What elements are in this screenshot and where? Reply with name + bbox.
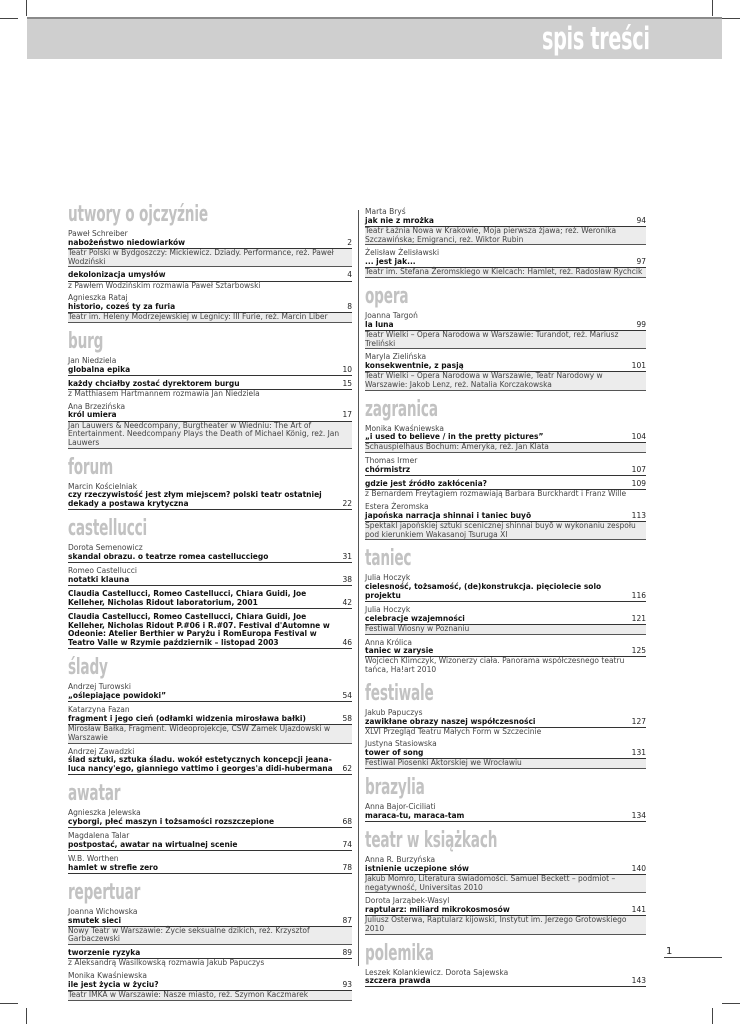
entry-info: Festiwal Wiosny w Poznaniu	[365, 625, 646, 635]
entry-title[interactable]: notatki klauna	[68, 574, 130, 584]
entry-title[interactable]: każdy chciałby zostać dyrektorem burgu	[68, 378, 240, 388]
entry-author: Anna Królica	[365, 637, 412, 647]
entry-info: XLVI Przegląd Teatru Małych Form w Szczecinie	[365, 726, 542, 736]
entry-author: W.B. Worthen	[68, 853, 119, 863]
entry-author: Dorota Jarząbek-Wasyl	[365, 896, 450, 906]
entry-page-number: 87	[342, 915, 352, 925]
entry-page-number: 99	[636, 319, 646, 329]
entry-page-number: 42	[342, 597, 352, 607]
entry-info: Nowy Teatr w Warszawie: Życie seksualne dzikich, reż. Krzysztof Garbaczewski	[68, 927, 352, 945]
entry-page-number: 131	[631, 748, 646, 758]
header-bar	[27, 17, 722, 59]
entry-page-number: 121	[631, 613, 646, 623]
entry-info: Festiwal Piosenki Aktorskiej we Wrocławiu	[365, 759, 646, 769]
entry-author: Jakub Papuczys	[365, 707, 423, 717]
page-number-rule	[664, 957, 722, 958]
crop-mark	[722, 1003, 740, 1004]
section-heading: forum	[68, 454, 114, 480]
page-number: 1	[666, 946, 673, 957]
entry-title[interactable]: chórmistrz	[365, 464, 411, 474]
entry-page-number: 109	[631, 479, 646, 489]
entry-page-number: 68	[342, 816, 352, 826]
entry-title[interactable]: ... jest jak...	[365, 257, 416, 267]
entry-page-number: 89	[342, 948, 352, 958]
entry-page-number: 54	[342, 691, 352, 700]
entry-author: Ana Brzezińska	[68, 401, 126, 411]
entry-title[interactable]: „i used to believe / in the pretty pictures”	[365, 432, 544, 442]
toc-entry[interactable]	[365, 503, 646, 540]
entry-title[interactable]: szczera prawda	[365, 976, 431, 986]
toc-entry[interactable]	[365, 803, 646, 822]
toc-entry[interactable]	[68, 357, 352, 376]
entry-page-number: 101	[631, 360, 646, 370]
entry-title[interactable]: tower of song	[365, 748, 424, 758]
entry-title[interactable]: la luna	[365, 319, 394, 329]
toc-entry[interactable]	[365, 740, 646, 769]
entry-info: Teatr Wielki – Opera Narodowa w Warszawie, Teatr Narodowy w Warszawie: Jakob Lenz, reż. Natalia Korczakowska	[365, 372, 646, 390]
entry-page-number: 78	[342, 862, 352, 872]
entry-page-number: 125	[631, 646, 646, 656]
entry-title[interactable]: zawikłane obrazy naszej współczesności	[365, 716, 536, 726]
entry-title[interactable]: japońska narracja shinnai i taniec buyō	[365, 510, 532, 520]
entry-title[interactable]: celebracje wzajemności	[365, 613, 465, 623]
entry-title[interactable]: istnienie uczepione słów	[365, 863, 469, 873]
entry-title[interactable]: gdzie jest źródło zakłócenia?	[365, 479, 488, 489]
toc-entry[interactable]	[365, 425, 646, 454]
toc-entry[interactable]	[365, 353, 646, 390]
entry-title-row	[365, 466, 646, 476]
entry-author: Julia Hoczyk	[365, 573, 411, 583]
entry-info: Teatr Polski w Bydgoszczy: Mickiewicz. Dziady. Performance, reż. Paweł Wodziński	[68, 249, 352, 267]
entry-author: Jan Niedziela	[68, 355, 117, 365]
entry-title[interactable]: taniec w zarysie	[365, 646, 434, 656]
entry-title-row	[68, 271, 352, 281]
entry-title-row	[68, 613, 352, 649]
entry-title-row	[68, 864, 352, 874]
entry-author: Julia Hoczyk	[365, 604, 411, 614]
entry-info: Wojciech Klimczyk, Wizonerzy ciała. Panorama współczesnego teatru tańca, Ha!art 2010	[365, 656, 625, 675]
toc-entry[interactable]	[68, 832, 352, 851]
toc-entry[interactable]	[68, 613, 352, 649]
entry-page-number: 113	[631, 510, 646, 520]
entry-title-row	[68, 366, 352, 376]
toc-entry[interactable]	[365, 969, 646, 988]
section-heading: taniec	[365, 546, 412, 572]
entry-title-row	[68, 841, 352, 851]
entry-page-number: 4	[347, 270, 352, 280]
entry-title[interactable]: globalna epika	[68, 364, 131, 374]
entry-title[interactable]: maraca-tu, maraca-tam	[365, 810, 465, 820]
entry-title-row	[365, 977, 646, 987]
entry-author: Thomas Irmer	[365, 456, 418, 466]
section-heading: teatr w książkach	[365, 827, 498, 853]
entry-title[interactable]: hamlet w strefie zero	[68, 862, 159, 872]
entry-title-row	[68, 818, 352, 828]
toc-entry[interactable]	[68, 683, 352, 702]
toc-entry[interactable]	[68, 294, 352, 323]
toc-entry[interactable]	[68, 483, 352, 511]
entry-info: Spektakl japońskiej sztuki scenicznej shinnai buyō w wykonaniu zespołu pod kierunkiem Wakasanoj Tsuruga XI	[365, 522, 646, 540]
entry-author: Agnieszka Rataj	[68, 293, 128, 303]
entry-page-number: 116	[631, 590, 646, 600]
entry-title[interactable]: historio, coześ ty za furia	[68, 301, 176, 311]
toc-left-column	[68, 204, 352, 1001]
entry-page-number: 134	[631, 810, 646, 820]
entry-author: Paweł Schreiber	[68, 229, 128, 238]
entry-page-number: 74	[342, 839, 352, 849]
entry-title[interactable]: czy rzeczywistość jest złym miejscem? polski teatr ostatniej dekady a postawa krytyczna	[68, 490, 322, 509]
section-heading: burg	[68, 328, 104, 354]
crop-mark	[712, 1008, 713, 1024]
toc-entry[interactable]	[68, 230, 352, 267]
section-heading: festiwale	[365, 680, 434, 706]
entry-info: Mirosław Bałka, Fragment. Wideoprojekcje, CSW Zamek Ujazdowski w Warszawie	[68, 725, 352, 743]
entry-author: Katarzyna Fazan	[68, 705, 130, 715]
entry-title-row	[365, 812, 646, 822]
entry-author: Monika Kwaśniewska	[365, 423, 444, 433]
section-heading: repertuar	[68, 879, 141, 905]
toc-entry[interactable]	[365, 709, 646, 737]
entry-info: Teatr Wielki – Opera Narodowa w Warszawie: Turandot, reż. Mariusz Treliński	[365, 331, 646, 349]
entry-info: Jakub Momro, Literatura świadomości. Samuel Beckett – podmiot – negatywność, Universitas 2010	[365, 875, 646, 893]
entry-title-row	[68, 576, 352, 586]
toc-entry[interactable]	[68, 855, 352, 874]
entry-page-number: 38	[342, 574, 352, 584]
section-heading: awatar	[68, 781, 121, 807]
entry-author: Monika Kwaśniewska	[68, 971, 147, 981]
entry-info: Teatr im. Heleny Modrzejewskiej w Legnicy: III Furie, reż. Marcin Liber	[68, 313, 352, 323]
section-heading: brazylia	[365, 775, 425, 801]
entry-info: z Matthiasem Hartmannem rozmawia Jan Niedziela	[68, 388, 260, 398]
entry-page-number: 127	[631, 716, 646, 726]
entry-info: Schauspielhaus Bochum: Ameryka, reż. Jan Klata	[365, 443, 646, 453]
entry-author: Dorota Semenowicz	[68, 543, 143, 553]
entry-page-number: 22	[342, 499, 352, 509]
entry-author: Leszek Kolankiewicz. Dorota Sajewska	[365, 967, 509, 977]
entry-page-number: 141	[631, 904, 646, 914]
toc-entry[interactable]	[68, 544, 352, 563]
entry-title[interactable]: jak nie z mrożka	[365, 215, 434, 225]
entry-info: Teatr Łaźnia Nowa w Krakowie, Moja pierwsza żjawa; reż. Weronika Szczawińska; Emigranci, reż. Wiktor Rubin	[365, 227, 646, 245]
entry-title[interactable]: fragment i jego cień (odłamki widzenia mirosława bałki)	[68, 713, 306, 723]
entry-author: Anna R. Burzyńska	[365, 854, 436, 864]
toc-entry[interactable]	[365, 574, 646, 602]
entry-title[interactable]: konsekwentnie, z pasją	[365, 360, 464, 370]
entry-info: z Pawłem Wodzińskim rozmawia Paweł Sztarbowski	[68, 280, 261, 290]
entry-page-number: 62	[342, 763, 352, 773]
toc-entry[interactable]	[365, 897, 646, 934]
section-heading: polemika	[365, 940, 434, 966]
entry-page-number: 2	[347, 237, 352, 247]
entry-page-number: 15	[342, 378, 352, 388]
entry-title[interactable]: dekolonizacja umysłów	[68, 270, 166, 280]
entry-title[interactable]: ile jest życia w życiu?	[68, 979, 159, 989]
entry-info: Juliusz Osterwa, Raptularz kijowski, Instytut im. Jerzego Grotowskiego 2010	[365, 916, 646, 934]
toc-right-column	[365, 204, 646, 987]
toc-entry[interactable]	[365, 457, 646, 476]
entry-title-row	[68, 491, 352, 510]
entry-page-number: 58	[342, 713, 352, 723]
entry-page-number: 46	[342, 638, 352, 648]
toc-entry[interactable]	[68, 403, 352, 449]
entry-title-row	[365, 583, 646, 602]
crop-mark	[0, 18, 18, 19]
entry-title-row	[68, 553, 352, 563]
crop-mark	[26, 0, 27, 16]
entry-info: Jan Lauwers & Needcompany, Burgtheater w Wiedniu: The Art of Entertainment. Needcompany Plays the Death of Michael König, reż. Jan Lauwers	[68, 422, 352, 449]
column-divider	[358, 210, 359, 966]
entry-author: Andrzej Turowski	[68, 682, 131, 692]
entry-page-number: 17	[342, 410, 352, 420]
toc-entry[interactable]	[68, 809, 352, 828]
page-title: spis treści	[542, 21, 650, 57]
entry-title[interactable]: postpostać, awatar na wirtualnej scenie	[68, 839, 238, 849]
entry-title[interactable]: ślad sztuki, sztuka śladu. wokół estetycznych koncepcji jeana-luca nancy'ego, gianniego vattimo i georges'a didi-hubermana	[68, 755, 333, 773]
section-heading: opera	[365, 283, 409, 309]
entry-info: Teatr IMKA w Warszawie: Nasze miasto, reż. Szymon Kaczmarek	[68, 991, 352, 1001]
toc-entry[interactable]	[365, 856, 646, 893]
entry-title[interactable]: cielesność, tożsamość, (de)konstrukcja. pięciolecie solo projektu	[365, 581, 602, 600]
toc-entry[interactable]	[68, 972, 352, 1001]
entry-author: Marta Bryś	[365, 207, 406, 216]
crop-mark	[712, 0, 713, 16]
entry-page-number: 97	[636, 257, 646, 267]
entry-page-number: 93	[342, 979, 352, 989]
entry-author: Żelisław Żelisławski	[365, 248, 440, 258]
toc-entry[interactable]	[365, 606, 646, 635]
entry-author: Joanna Targoń	[365, 310, 418, 320]
toc-entry[interactable]	[68, 949, 352, 968]
toc-entry[interactable]	[365, 639, 646, 675]
entry-page-number: 94	[636, 215, 646, 225]
entry-title-row	[68, 692, 352, 702]
entry-title[interactable]: cyborgi, płeć maszyn i tożsamości rozszczepione	[68, 816, 275, 826]
toc-entry[interactable]	[68, 380, 352, 399]
entry-title[interactable]: „oślepiające powidoki”	[68, 691, 167, 700]
entry-title[interactable]: tworzenie ryzyka	[68, 948, 141, 958]
entry-title[interactable]: skandal obrazu. o teatrze romea castellucciego	[68, 551, 269, 561]
section-heading: zagranica	[365, 396, 438, 422]
entry-page-number: 8	[347, 301, 352, 311]
entry-title[interactable]: nabożeństwo niedowiarków	[68, 237, 186, 247]
section-heading: castellucci	[68, 516, 148, 542]
toc-entry[interactable]	[68, 567, 352, 586]
entry-author: Maryla Zielińska	[365, 352, 427, 362]
entry-page-number: 10	[342, 364, 352, 374]
entry-title[interactable]: król umiera	[68, 410, 117, 420]
entry-title-row	[68, 590, 352, 609]
toc-entry[interactable]	[68, 908, 352, 945]
entry-author: Joanna Wichowska	[68, 906, 138, 916]
entry-author: Justyna Stasiowska	[365, 739, 437, 749]
toc-entry[interactable]	[68, 706, 352, 743]
crop-mark	[722, 18, 740, 19]
entry-author: Anna Bajor-Ciciliati	[365, 802, 436, 812]
toc-entry[interactable]	[365, 249, 646, 278]
toc-entry[interactable]	[68, 748, 352, 776]
entry-author: Marcin Kościelniak	[68, 481, 138, 491]
entry-author: Estera Żeromska	[365, 501, 429, 511]
section-heading: ślady	[68, 655, 108, 681]
toc-entry[interactable]	[365, 208, 646, 245]
toc-entry[interactable]	[365, 312, 646, 349]
entry-page-number: 140	[631, 863, 646, 873]
entry-title[interactable]: raptularz: miliard mikrokosmosów	[365, 904, 510, 914]
entry-page-number: 31	[342, 551, 352, 561]
crop-mark	[26, 1008, 27, 1024]
entry-page-number: 143	[631, 976, 646, 986]
entry-title[interactable]: Claudia Castellucci, Romeo Castellucci, Chiara Guidi, Joe Kelleher, Nicholas Ridout laboratorium, 2001	[68, 589, 307, 607]
entry-info: z Bernardem Freytagiem rozmawiają Barbara Burckhardt i Franz Wille	[365, 489, 627, 499]
entry-title[interactable]: Claudia Castellucci, Romeo Castellucci, Chiara Guidi, Joe Kelleher, Nicholas Ridout P.#06 i R.#07. Festival d'Automne w Odeonie: Atelier Berthier w Paryżu i RomEuropa Festival w Teatro Valle w Rzymie październik – listopad 2003	[68, 611, 330, 648]
section-heading: utwory o ojczyźnie	[68, 202, 208, 227]
toc-entry[interactable]	[68, 271, 352, 290]
entry-author: Magdalena Talar	[68, 831, 130, 841]
entry-author: Romeo Castellucci	[68, 566, 137, 576]
toc-entry[interactable]	[365, 480, 646, 499]
crop-mark	[0, 1003, 18, 1004]
entry-page-number: 104	[631, 432, 646, 442]
toc-entry[interactable]	[68, 590, 352, 609]
entry-title[interactable]: smutek sieci	[68, 915, 122, 925]
entry-author: Andrzej Zawadzki	[68, 746, 135, 756]
entry-info: Teatr im. Stefana Żeromskiego w Kielcach: Hamlet, reż. Radosław Rychcik	[365, 268, 646, 278]
entry-info: z Aleksandrą Wasilkowską rozmawia Jakub Papuczys	[68, 958, 265, 968]
entry-page-number: 107	[631, 464, 646, 474]
entry-title-row	[68, 756, 352, 775]
entry-author: Agnieszka Jelewska	[68, 808, 141, 818]
